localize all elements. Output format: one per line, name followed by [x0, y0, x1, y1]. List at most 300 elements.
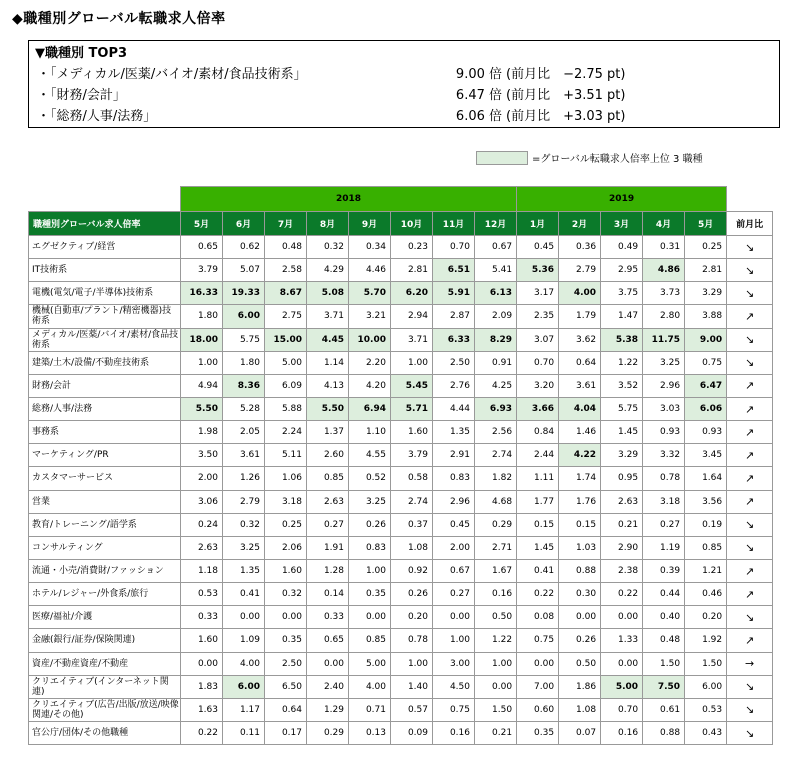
value-cell: 5.45 [391, 374, 433, 397]
row-label: 建築/土木/設備/不動産技術系 [29, 351, 181, 374]
value-cell: 3.66 [517, 397, 559, 420]
value-cell: 2.24 [265, 421, 307, 444]
month-header: 5月 [181, 212, 223, 236]
value-cell: 16.33 [181, 282, 223, 305]
value-cell: 1.00 [391, 652, 433, 675]
value-cell: 1.46 [559, 421, 601, 444]
value-cell: 0.23 [391, 236, 433, 259]
value-cell: 5.50 [181, 397, 223, 420]
value-cell: 0.20 [685, 606, 727, 629]
value-cell: 2.87 [433, 305, 475, 328]
value-cell: 0.32 [223, 513, 265, 536]
value-cell: 0.65 [307, 629, 349, 652]
value-cell: 2.96 [643, 374, 685, 397]
value-cell: 0.15 [559, 513, 601, 536]
table-row [29, 513, 773, 536]
month-header: 3月 [601, 212, 643, 236]
value-cell: 2.81 [685, 259, 727, 282]
value-cell: 3.61 [559, 374, 601, 397]
value-cell: 5.11 [265, 444, 307, 467]
value-cell: 1.80 [223, 351, 265, 374]
value-cell: 2.38 [601, 559, 643, 582]
value-cell: 0.00 [307, 652, 349, 675]
trend-arrow-icon: ↘ [727, 536, 773, 559]
value-cell: 0.27 [433, 583, 475, 606]
value-cell: 3.52 [601, 374, 643, 397]
table-row [29, 259, 773, 282]
value-cell: 6.47 [685, 374, 727, 397]
legend-label: =グローバル転職求人倍率上位 3 職種 [532, 154, 703, 165]
table-row [29, 467, 773, 490]
trend-arrow-icon: ↘ [727, 259, 773, 282]
value-cell: 4.04 [559, 397, 601, 420]
value-cell: 2.91 [433, 444, 475, 467]
value-cell: 1.18 [181, 559, 223, 582]
value-cell: 4.00 [349, 675, 391, 698]
value-cell: 5.07 [223, 259, 265, 282]
value-cell: 6.06 [685, 397, 727, 420]
row-label: ホテル/レジャー/外食系/旅行 [29, 583, 181, 606]
year-2018-header: 2018 [181, 187, 517, 212]
row-label: 資産/不動産資産/不動産 [29, 652, 181, 675]
value-cell: 4.13 [307, 374, 349, 397]
value-cell: 3.21 [349, 305, 391, 328]
table-row [29, 282, 773, 305]
value-cell: 0.16 [433, 721, 475, 744]
row-label: IT技術系 [29, 259, 181, 282]
top3-heading: ▼職種別 TOP3 [35, 46, 128, 61]
table-row [29, 559, 773, 582]
value-cell: 0.60 [517, 698, 559, 721]
table-row [29, 490, 773, 513]
value-cell: 3.06 [181, 490, 223, 513]
table-row [29, 236, 773, 259]
value-cell: 0.49 [601, 236, 643, 259]
month-header: 10月 [391, 212, 433, 236]
value-cell: 1.19 [643, 536, 685, 559]
value-cell: 0.88 [643, 721, 685, 744]
value-cell: 1.00 [349, 559, 391, 582]
value-cell: 3.17 [517, 282, 559, 305]
row-label: 医療/福祉/介護 [29, 606, 181, 629]
value-cell: 5.38 [601, 328, 643, 351]
value-cell: 0.00 [475, 675, 517, 698]
table-row [29, 675, 773, 698]
table-row [29, 698, 773, 721]
month-header: 11月 [433, 212, 475, 236]
value-cell: 6.33 [433, 328, 475, 351]
value-cell: 3.03 [643, 397, 685, 420]
value-cell: 0.78 [643, 467, 685, 490]
value-cell: 2.96 [433, 490, 475, 513]
value-cell: 0.39 [643, 559, 685, 582]
value-cell: 15.00 [265, 328, 307, 351]
value-cell: 4.94 [181, 374, 223, 397]
ratio-table [28, 186, 773, 745]
table-corner-right [727, 187, 773, 212]
top3-item-change: (前月比 +3.03 pt) [506, 109, 626, 124]
trend-arrow-icon: ↘ [727, 351, 773, 374]
trend-arrow-icon: ↘ [727, 675, 773, 698]
value-cell: 0.44 [643, 583, 685, 606]
value-cell: 2.60 [307, 444, 349, 467]
value-cell: 0.75 [685, 351, 727, 374]
value-cell: 2.63 [601, 490, 643, 513]
value-cell: 0.41 [517, 559, 559, 582]
value-cell: 0.65 [181, 236, 223, 259]
value-cell: 1.74 [559, 467, 601, 490]
value-cell: 0.61 [643, 698, 685, 721]
value-cell: 0.22 [517, 583, 559, 606]
month-header: 12月 [475, 212, 517, 236]
value-cell: 0.46 [685, 583, 727, 606]
table-row [29, 536, 773, 559]
value-cell: 0.53 [685, 698, 727, 721]
top3-item-change: (前月比 −2.75 pt) [506, 67, 626, 82]
value-cell: 0.32 [265, 583, 307, 606]
value-cell: 6.50 [265, 675, 307, 698]
top3-item-name: ・「メディカル/医薬/バイオ/素材/食品技術系」 [37, 67, 307, 82]
value-cell: 0.30 [559, 583, 601, 606]
value-cell: 0.27 [643, 513, 685, 536]
value-cell: 0.85 [349, 629, 391, 652]
value-cell: 4.00 [559, 282, 601, 305]
value-cell: 0.15 [517, 513, 559, 536]
value-cell: 3.29 [685, 282, 727, 305]
value-cell: 1.29 [307, 698, 349, 721]
legend-swatch [476, 151, 528, 165]
value-cell: 0.64 [559, 351, 601, 374]
value-cell: 0.83 [349, 536, 391, 559]
value-cell: 2.58 [265, 259, 307, 282]
value-cell: 1.60 [265, 559, 307, 582]
top3-item-change: (前月比 +3.51 pt) [506, 88, 626, 103]
row-label: 電機(電気/電子/半導体)技術系 [29, 282, 181, 305]
value-cell: 0.24 [181, 513, 223, 536]
month-header: 1月 [517, 212, 559, 236]
value-cell: 3.61 [223, 444, 265, 467]
value-cell: 0.41 [223, 583, 265, 606]
value-cell: 0.26 [391, 583, 433, 606]
value-cell: 0.33 [181, 606, 223, 629]
value-cell: 0.00 [223, 606, 265, 629]
value-cell: 0.13 [349, 721, 391, 744]
value-cell: 18.00 [181, 328, 223, 351]
value-cell: 1.09 [223, 629, 265, 652]
trend-arrow-icon: ↘ [727, 513, 773, 536]
value-cell: 1.35 [433, 421, 475, 444]
value-cell: 0.88 [559, 559, 601, 582]
value-cell: 0.52 [349, 467, 391, 490]
value-cell: 1.17 [223, 698, 265, 721]
table-row [29, 421, 773, 444]
row-label: エグゼクティブ/経営 [29, 236, 181, 259]
value-cell: 1.00 [475, 652, 517, 675]
value-cell: 1.91 [307, 536, 349, 559]
value-cell: 1.00 [433, 629, 475, 652]
row-label: コンサルティング [29, 536, 181, 559]
value-cell: 1.98 [181, 421, 223, 444]
value-cell: 1.00 [391, 351, 433, 374]
value-cell: 2.50 [433, 351, 475, 374]
value-cell: 0.95 [601, 467, 643, 490]
value-cell: 1.77 [517, 490, 559, 513]
value-cell: 5.36 [517, 259, 559, 282]
change-header: 前月比 [727, 212, 773, 236]
value-cell: 4.44 [433, 397, 475, 420]
value-cell: 1.50 [643, 652, 685, 675]
value-cell: 1.64 [685, 467, 727, 490]
value-cell: 1.08 [391, 536, 433, 559]
value-cell: 0.70 [517, 351, 559, 374]
value-cell: 19.33 [223, 282, 265, 305]
row-label: メディカル/医薬/バイオ/素材/食品技術系 [29, 328, 181, 351]
value-cell: 1.40 [391, 675, 433, 698]
value-cell: 2.63 [307, 490, 349, 513]
value-cell: 3.29 [601, 444, 643, 467]
value-cell: 0.48 [265, 236, 307, 259]
value-cell: 2.63 [181, 536, 223, 559]
value-cell: 1.22 [475, 629, 517, 652]
value-cell: 0.31 [643, 236, 685, 259]
row-label: 教育/トレーニング/語学系 [29, 513, 181, 536]
value-cell: 0.93 [643, 421, 685, 444]
value-cell: 6.20 [391, 282, 433, 305]
value-cell: 5.41 [475, 259, 517, 282]
month-header: 8月 [307, 212, 349, 236]
value-cell: 4.45 [307, 328, 349, 351]
value-cell: 0.32 [307, 236, 349, 259]
value-cell: 0.75 [433, 698, 475, 721]
row-label: クリエイティブ(インターネット関連) [29, 675, 181, 698]
value-cell: 3.50 [181, 444, 223, 467]
value-cell: 8.67 [265, 282, 307, 305]
value-cell: 3.88 [685, 305, 727, 328]
value-cell: 11.75 [643, 328, 685, 351]
month-header-row [29, 212, 773, 236]
value-cell: 1.83 [181, 675, 223, 698]
value-cell: 0.00 [265, 606, 307, 629]
table-row [29, 583, 773, 606]
value-cell: 2.94 [391, 305, 433, 328]
value-cell: 0.27 [307, 513, 349, 536]
value-cell: 0.78 [391, 629, 433, 652]
value-cell: 5.00 [265, 351, 307, 374]
value-cell: 4.22 [559, 444, 601, 467]
row-label: 財務/会計 [29, 374, 181, 397]
table-corner [29, 187, 181, 212]
month-header: 4月 [643, 212, 685, 236]
value-cell: 3.71 [391, 328, 433, 351]
value-cell: 0.17 [265, 721, 307, 744]
value-cell: 6.13 [475, 282, 517, 305]
value-cell: 0.19 [685, 513, 727, 536]
year-2019-header: 2019 [517, 187, 727, 212]
value-cell: 0.26 [349, 513, 391, 536]
top3-item-name: ・「総務/人事/法務」 [37, 109, 157, 124]
value-cell: 3.18 [643, 490, 685, 513]
value-cell: 3.20 [517, 374, 559, 397]
trend-arrow-icon: ↘ [727, 606, 773, 629]
value-cell: 1.06 [265, 467, 307, 490]
value-cell: 0.50 [559, 652, 601, 675]
value-cell: 0.70 [601, 698, 643, 721]
value-cell: 3.07 [517, 328, 559, 351]
value-cell: 2.74 [475, 444, 517, 467]
trend-arrow-icon: ↗ [727, 397, 773, 420]
month-header: 9月 [349, 212, 391, 236]
value-cell: 2.80 [643, 305, 685, 328]
value-cell: 1.86 [559, 675, 601, 698]
value-cell: 5.88 [265, 397, 307, 420]
trend-arrow-icon: ↗ [727, 490, 773, 513]
row-label: 金融(銀行/証券/保険関連) [29, 629, 181, 652]
value-cell: 1.67 [475, 559, 517, 582]
value-cell: 6.00 [223, 675, 265, 698]
value-cell: 0.75 [517, 629, 559, 652]
value-cell: 0.11 [223, 721, 265, 744]
value-cell: 0.50 [475, 606, 517, 629]
top3-item [35, 64, 779, 85]
value-cell: 1.03 [559, 536, 601, 559]
trend-arrow-icon: ↘ [727, 236, 773, 259]
value-cell: 0.67 [433, 559, 475, 582]
row-label: カスタマーサービス [29, 467, 181, 490]
value-cell: 0.91 [475, 351, 517, 374]
value-cell: 0.34 [349, 236, 391, 259]
trend-arrow-icon: ↗ [727, 467, 773, 490]
value-cell: 2.81 [391, 259, 433, 282]
value-cell: 4.29 [307, 259, 349, 282]
value-cell: 2.35 [517, 305, 559, 328]
value-cell: 1.11 [517, 467, 559, 490]
value-cell: 0.48 [643, 629, 685, 652]
value-cell: 3.25 [349, 490, 391, 513]
value-cell: 5.75 [223, 328, 265, 351]
value-cell: 0.00 [601, 652, 643, 675]
value-cell: 0.37 [391, 513, 433, 536]
value-cell: 10.00 [349, 328, 391, 351]
value-cell: 1.50 [475, 698, 517, 721]
table-row [29, 606, 773, 629]
value-cell: 5.70 [349, 282, 391, 305]
value-cell: 2.50 [265, 652, 307, 675]
value-cell: 3.45 [685, 444, 727, 467]
value-cell: 4.50 [433, 675, 475, 698]
page-title: ◆職種別グローバル転職求人倍率 [12, 11, 226, 27]
value-cell: 0.93 [685, 421, 727, 444]
value-cell: 0.92 [391, 559, 433, 582]
top3-box [28, 40, 780, 128]
value-cell: 0.64 [265, 698, 307, 721]
value-cell: 4.46 [349, 259, 391, 282]
table-row [29, 305, 773, 328]
value-cell: 0.22 [601, 583, 643, 606]
value-cell: 0.35 [349, 583, 391, 606]
value-cell: 0.36 [559, 236, 601, 259]
top3-item-ratio: 9.00 倍 [455, 67, 502, 82]
value-cell: 1.26 [223, 467, 265, 490]
value-cell: 1.22 [601, 351, 643, 374]
trend-arrow-icon: ↗ [727, 559, 773, 582]
value-cell: 0.67 [475, 236, 517, 259]
value-cell: 0.53 [181, 583, 223, 606]
value-cell: 1.50 [685, 652, 727, 675]
value-cell: 1.60 [181, 629, 223, 652]
value-cell: 0.21 [475, 721, 517, 744]
value-cell: 2.75 [265, 305, 307, 328]
row-label: 営業 [29, 490, 181, 513]
value-cell: 0.00 [517, 652, 559, 675]
value-cell: 6.00 [685, 675, 727, 698]
value-cell: 1.00 [181, 351, 223, 374]
value-cell: 3.00 [433, 652, 475, 675]
value-cell: 1.92 [685, 629, 727, 652]
value-cell: 0.40 [643, 606, 685, 629]
value-cell: 0.25 [685, 236, 727, 259]
value-cell: 0.57 [391, 698, 433, 721]
value-cell: 2.09 [475, 305, 517, 328]
value-cell: 5.91 [433, 282, 475, 305]
value-cell: 3.79 [181, 259, 223, 282]
trend-arrow-icon: ↘ [727, 328, 773, 351]
value-cell: 0.25 [265, 513, 307, 536]
value-cell: 5.00 [601, 675, 643, 698]
value-cell: 2.76 [433, 374, 475, 397]
top3-item-ratio: 6.06 倍 [455, 109, 502, 124]
table-row [29, 652, 773, 675]
row-label: クリエイティブ(広告/出版/放送/映像関連/その他) [29, 698, 181, 721]
value-cell: 5.00 [349, 652, 391, 675]
value-cell: 0.70 [433, 236, 475, 259]
value-cell: 4.20 [349, 374, 391, 397]
value-cell: 3.56 [685, 490, 727, 513]
header-label: 職種別グローバル求人倍率 [29, 212, 181, 236]
value-cell: 5.71 [391, 397, 433, 420]
value-cell: 2.79 [559, 259, 601, 282]
value-cell: 6.94 [349, 397, 391, 420]
value-cell: 5.50 [307, 397, 349, 420]
value-cell: 5.28 [223, 397, 265, 420]
table-row [29, 351, 773, 374]
value-cell: 4.68 [475, 490, 517, 513]
value-cell: 2.00 [433, 536, 475, 559]
value-cell: 4.55 [349, 444, 391, 467]
value-cell: 0.16 [475, 583, 517, 606]
value-cell: 0.85 [685, 536, 727, 559]
value-cell: 0.45 [517, 236, 559, 259]
value-cell: 7.50 [643, 675, 685, 698]
table-row [29, 374, 773, 397]
row-label: 官公庁/団体/その他職種 [29, 721, 181, 744]
value-cell: 0.26 [559, 629, 601, 652]
trend-arrow-icon: → [727, 652, 773, 675]
value-cell: 0.35 [265, 629, 307, 652]
value-cell: 1.21 [685, 559, 727, 582]
row-label: マーケティング/PR [29, 444, 181, 467]
value-cell: 0.83 [433, 467, 475, 490]
value-cell: 5.08 [307, 282, 349, 305]
value-cell: 1.10 [349, 421, 391, 444]
value-cell: 2.20 [349, 351, 391, 374]
value-cell: 1.33 [601, 629, 643, 652]
value-cell: 3.79 [391, 444, 433, 467]
legend [476, 150, 703, 165]
value-cell: 0.00 [559, 606, 601, 629]
value-cell: 0.00 [601, 606, 643, 629]
value-cell: 0.58 [391, 467, 433, 490]
value-cell: 8.29 [475, 328, 517, 351]
